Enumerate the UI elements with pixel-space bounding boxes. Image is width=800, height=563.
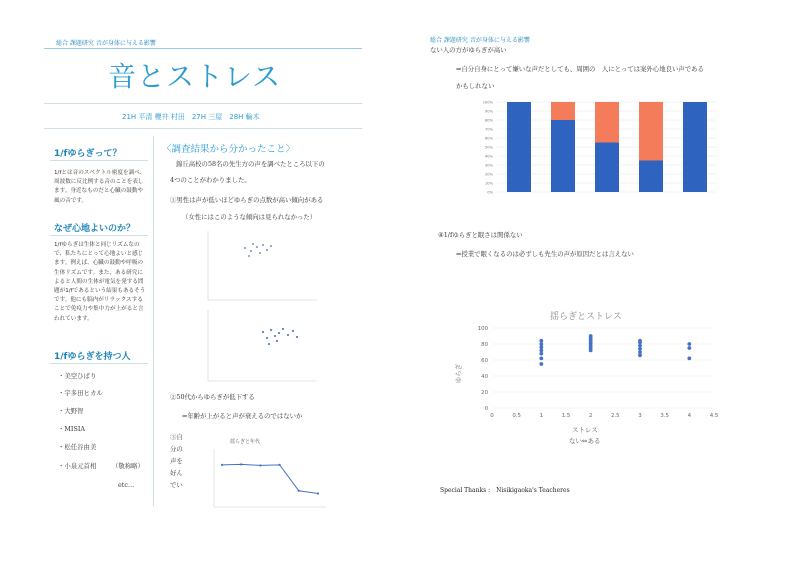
mini-line-chart bbox=[200, 445, 330, 520]
scatter-point bbox=[638, 339, 642, 343]
column-divider bbox=[153, 136, 154, 506]
bar-ytick-label: 10% bbox=[485, 181, 493, 186]
finding-3-line: 好ん bbox=[170, 469, 183, 477]
mini-line-point bbox=[279, 464, 281, 466]
scatter-xtick-label: 3 bbox=[638, 413, 642, 419]
bar-series-2 bbox=[639, 102, 663, 161]
scatter-point bbox=[589, 334, 593, 338]
finding-1: ①男性は声が低いほどゆらぎの点数が高い傾向がある bbox=[170, 196, 324, 204]
stacked-bar-chart bbox=[467, 97, 727, 217]
sidebar-text-what: 1/fとは音のスペクトル密度を調べ、周波数に反比例する音のことを表します。身近なものだと心臓の鼓動や風の音です。 bbox=[54, 170, 146, 204]
sidebar-heading-why: なぜ心地よいのか？ bbox=[54, 224, 136, 234]
scatter-xlabel: ストレス bbox=[572, 426, 598, 434]
scatter-ytick-label: 100 bbox=[477, 326, 488, 332]
scatter-point bbox=[687, 342, 691, 346]
bar-ytick-label: 50% bbox=[485, 145, 493, 150]
authors-rule bbox=[44, 128, 362, 129]
sidebar-rule bbox=[50, 160, 148, 161]
bar-ytick-label: 100% bbox=[482, 100, 493, 105]
scatter-ytick-label: 60 bbox=[481, 358, 488, 364]
finding-3-cont: ない人の方がゆらぎが高い bbox=[430, 46, 507, 54]
scatter-thumbnails bbox=[205, 226, 320, 386]
finding-3-note-2: かもしれない bbox=[456, 82, 495, 90]
poster-title: 音とストレス bbox=[108, 60, 282, 93]
list-item: ・MISIA bbox=[58, 425, 85, 433]
mini-line-point bbox=[221, 464, 223, 466]
scatter-point bbox=[539, 339, 543, 343]
bar-ytick-label: 30% bbox=[485, 163, 493, 168]
sidebar-heading-what: 1/fゆらぎって？ bbox=[54, 149, 122, 159]
right-page bbox=[412, 33, 757, 543]
finding-3-note: ⇒自分自身にとって嫌いな声だとしても、周囲の 人にとっては案外心地良い声である bbox=[456, 65, 704, 73]
scatter-xtick-label: 1 bbox=[539, 413, 544, 419]
scatter-point bbox=[687, 346, 691, 350]
finding-3-line: でい bbox=[170, 481, 183, 489]
list-item: ・小泉元首相 bbox=[58, 462, 97, 470]
sidebar-rule bbox=[50, 235, 148, 236]
scatter-xsub: ない⇔ある bbox=[569, 437, 601, 445]
scatter-xtick-label: 0 bbox=[490, 413, 494, 419]
finding-3-line: ③自 bbox=[170, 433, 183, 441]
scatter-point bbox=[539, 357, 543, 361]
page-header: 総合 課題研究 音が身体に与える影響 bbox=[430, 37, 530, 44]
scatter-ytick-label: 20 bbox=[481, 390, 488, 396]
bar-series-1 bbox=[551, 120, 575, 192]
bar-ytick-label: 20% bbox=[485, 172, 493, 177]
people-note: （敬称略） bbox=[112, 462, 144, 470]
scatter-chart bbox=[452, 323, 722, 428]
scatter-ytick-label: 80 bbox=[481, 342, 488, 348]
scatter-point bbox=[687, 357, 691, 361]
mini-line-point bbox=[259, 464, 261, 466]
special-thanks: Special Thanks : Nisikigaoka's Teacheres bbox=[440, 487, 570, 494]
finding-1-note: （女性にはこのような傾向は見られなかった） bbox=[182, 213, 317, 221]
scatter-title: 揺らぎとストレス bbox=[550, 312, 622, 322]
scatter-xtick-label: 2 bbox=[588, 413, 593, 419]
bar-series-1 bbox=[639, 161, 663, 193]
sidebar-heading-people: 1/fゆらぎを持つ人 bbox=[54, 352, 131, 362]
scatter-xtick-label: 4.5 bbox=[709, 413, 719, 419]
finding-3-vertical bbox=[170, 431, 186, 491]
sidebar-text-why: 1/fゆらぎは生体と同じリズムなので、私たちにとって心地よいと感じます。例えば、心臓の鼓動や呼吸の生体リズムです。また、ある研究によると人間の生体が電気を発する問題が1/fであるという結果もあるそうです。他にも脳内がリラックスすることで免疫力や集中力が上がると言われています。 bbox=[54, 242, 146, 322]
finding-3-line: 分の bbox=[170, 445, 183, 453]
mini-line-point bbox=[317, 492, 319, 494]
mini-line-point bbox=[298, 490, 300, 492]
page-header: 総合 課題研究 音が身体に与える影響 bbox=[56, 40, 156, 47]
list-item: ・宇多田ヒカル bbox=[58, 389, 103, 397]
scatter-ylabel: ゆらぎ bbox=[454, 363, 463, 384]
mini-line-point bbox=[240, 463, 242, 465]
bar-series-1 bbox=[683, 102, 707, 192]
mini-chart-title: 揺らぎと年代 bbox=[230, 439, 261, 445]
people-etc: etc… bbox=[118, 481, 135, 489]
finding-2: ②50代からゆらぎが低下する bbox=[170, 393, 255, 401]
list-item: ・大野智 bbox=[58, 407, 84, 415]
header-rule bbox=[44, 48, 362, 49]
sidebar-rule bbox=[50, 363, 148, 364]
list-item: ・美空ひばり bbox=[58, 372, 97, 380]
bar-ytick-label: 60% bbox=[485, 136, 493, 141]
scatter-point bbox=[539, 362, 543, 366]
bar-series-2 bbox=[595, 102, 619, 143]
bar-ytick-label: 80% bbox=[485, 118, 493, 123]
scatter-xtick-label: 0.5 bbox=[512, 413, 521, 419]
bar-series-2 bbox=[551, 102, 575, 120]
finding-4: ④1/fゆらぎと眠さは関係ない bbox=[438, 231, 523, 239]
findings-intro-2: 4つのことがわかりました。 bbox=[170, 176, 251, 184]
authors: 21H 平清 櫻井 村田 27H 三屋 28H 輪木 bbox=[122, 113, 260, 121]
scatter-ytick-label: 0 bbox=[484, 406, 488, 412]
scatter-xtick-label: 1.5 bbox=[561, 413, 571, 419]
finding-4-note: ⇒授業で眠くなるのは必ずしも先生の声が原因だとは言えない bbox=[456, 250, 634, 258]
scatter-xtick-label: 2.5 bbox=[611, 413, 620, 419]
findings-intro-1: 錦丘高校の58名の先生方の声を調べたところ以下の bbox=[176, 160, 325, 168]
finding-2-note: ⇒年齢が上がると声が衰えるのではないか bbox=[182, 412, 303, 420]
scatter-xtick-label: 4 bbox=[687, 413, 692, 419]
findings-heading: 〈調査結果から分かったこと〉 bbox=[162, 144, 296, 155]
scatter-xtick-label: 3.5 bbox=[660, 413, 669, 419]
bar-series-1 bbox=[595, 143, 619, 193]
finding-3-line: 声を bbox=[170, 457, 183, 465]
scatter-ytick-label: 40 bbox=[481, 374, 488, 380]
mini-line-series bbox=[222, 464, 318, 493]
title-rule bbox=[44, 103, 362, 104]
left-page bbox=[40, 33, 365, 543]
bar-series-1 bbox=[507, 102, 531, 192]
list-item: ・松任谷由美 bbox=[58, 443, 97, 451]
bar-ytick-label: 0% bbox=[487, 190, 493, 195]
bar-ytick-label: 70% bbox=[485, 127, 493, 132]
bar-ytick-label: 90% bbox=[485, 109, 493, 114]
bar-ytick-label: 40% bbox=[485, 154, 493, 159]
